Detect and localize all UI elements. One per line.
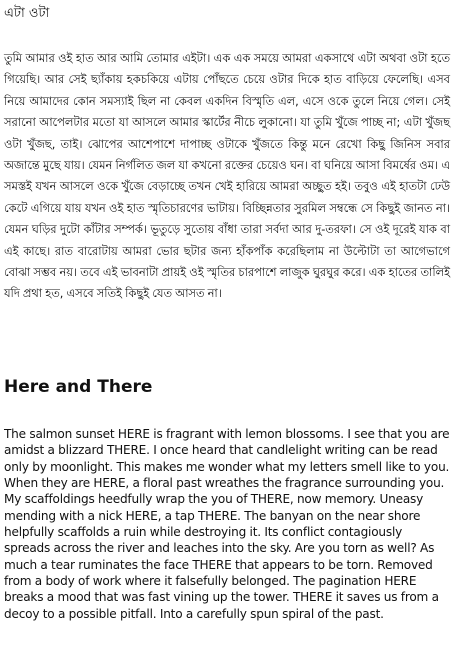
english-heading: Here and There (4, 377, 153, 397)
bengali-title: এটা ওটা (4, 6, 50, 21)
english-paragraph: The salmon sunset HERE is fragrant with lemon blossoms. I see that you are amidst a blizzard THERE. I once heard that candlelight writing can be read only by moonlight. This makes me wonder what my letters smell like to you. When they are HERE, a floral past wreathes the fragrance surrounding you. My scaffoldings heedfully wrap the you of THERE, now memory. Uneasy mending with a nick HERE, a tap THERE. The banyan on the near shore helpfully scaffolds a ruin while destroying it. Its conflict contagiously spreads across the river and leaches into the sky. Are you torn as well? As much a tear ruminates the face THERE that appears to be torn. Removed from a body of work where it falsefully belonged. The pagination HERE breaks a mood that was fast vining up the tower. THERE it saves us from a decoy to a possible pitfall. Into a carefully spun spiral of the past. (4, 427, 450, 621)
bengali-paragraph: তুমি আমার ওই হাত আর আমি তোমার এইটা। এক এক সময়ে আমরা একসাথে এটা অথবা ওটা হতে গিয়েছি। আর সেই ছ্যাঁকায় হকচকিয়ে এটায় পোঁছতে চেয়ে ওটার দিকে হাত বাড়িয়ে ফেলেছি। এসব নিয়ে আমাদের কোন সমস্যাই ছিল না কেবল একদিন বিস্মৃতি এল, এসে ওকে তুলে নিয়ে গেল। সেই সরানো আপেলটার মতো যা আসলে আমার স্কার্টের নীচে লুকানো। যা তুমি খুঁজে পাচ্ছ না; এটা খুঁজছ ওটা খুঁজছ, তাই। ঝোপের আশেপাশে দাপাচ্ছ ওটাকে খুঁজতে কিন্তু মনে রেখো কিছু জিনিস সবার অজান্তে মুছে যায়। যেমন নির্গলিত জল যা কখনো রক্তের চেয়েও ঘন। বা ঘনিয়ে আসা বিমর্ষের ওম। এ সমস্তই যখন আসলে ওকে খুঁজে বেড়াচ্ছে তখন খেই হারিয়ে আমরা অচ্ছুত হই। তবুও এই হাতটা ঢেউ কেটে এগিয়ে যায় যখন ওই হাত স্মৃতিচারণের ভাটায়। বিচ্ছিন্নতার সুরমিল সম্বন্ধে সে কিছুই জানত না। যেমন ঘড়ির দুটো কাঁটার সম্পর্ক। ভূতুড়ে সুতোয় বাঁধা তারা সর্বদা আর দু-তরফা। সে ওই দূরেই যাক বা এই কাছে। রাত বারোটায় আমরা ভোর ছটার জন্য হাঁকপাঁক করেছিলাম না উল্টোটা তা আগেভাগে বোঝা সম্ভব নয়। তবে এই ভাবনাটা প্রায়ই ওই স্মৃতির চারপাশে লাজুক ঘুরঘুর করে। এক হাতের তালিই যদি প্রথা হত, এসবে সতিই কিছুই যেত আসত না। (4, 51, 450, 301)
